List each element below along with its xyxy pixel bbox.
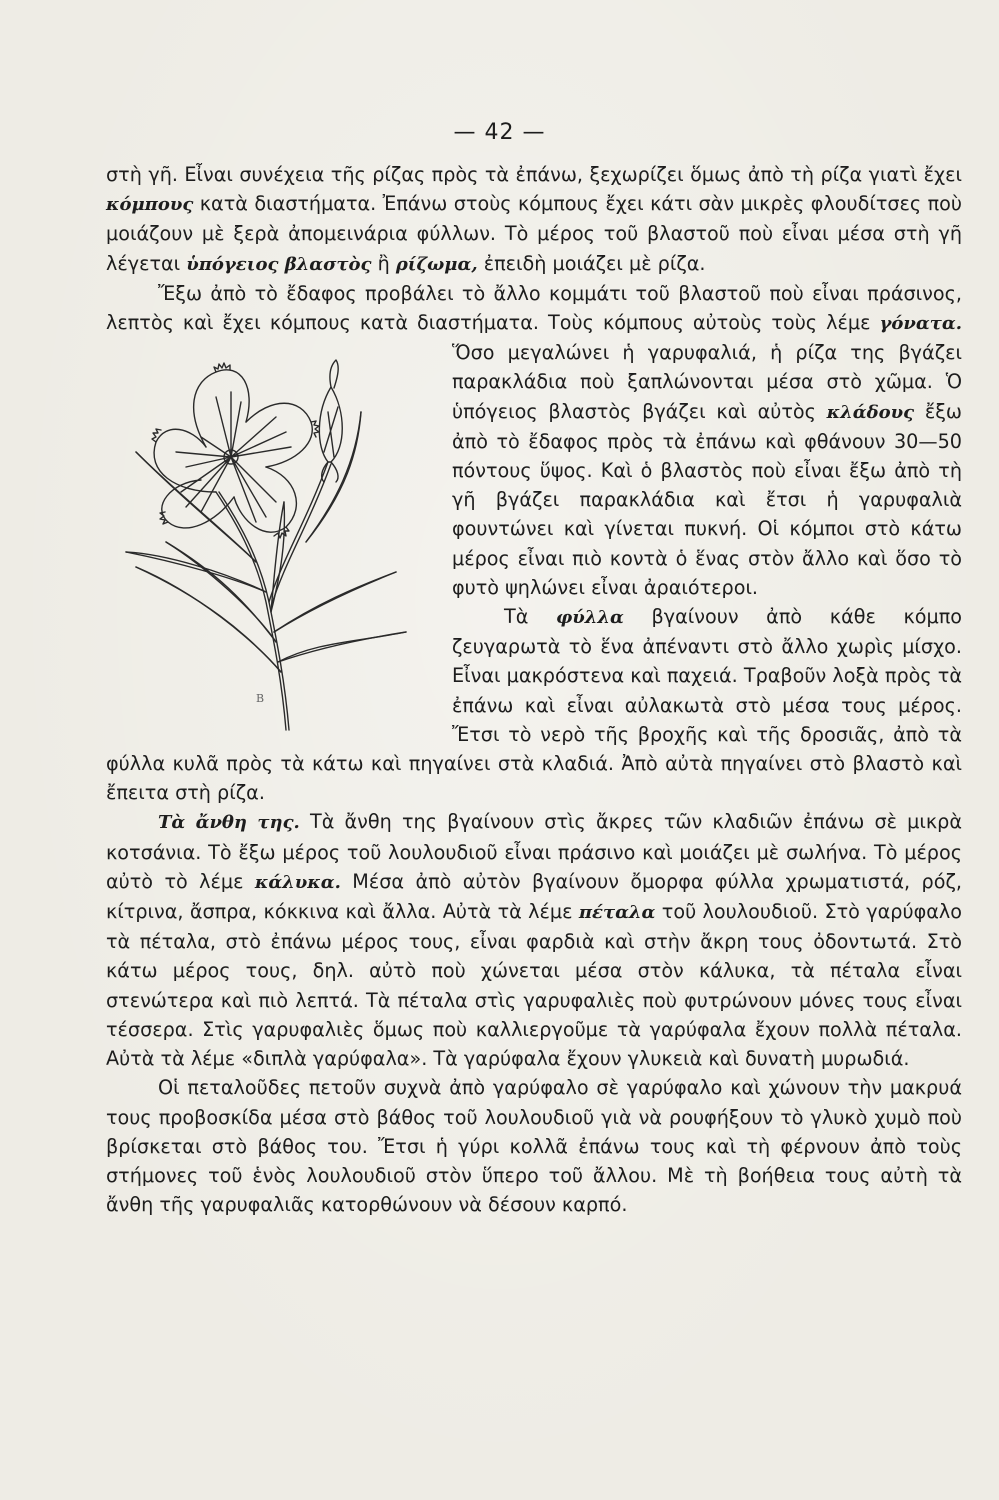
text-run: ἐπειδὴ μοιάζει μὲ ρίζα. bbox=[477, 251, 706, 275]
text-run: Οἱ πεταλοῦδες πετοῦν συχνὰ ἀπὸ γαρύφαλο σὲ γαρύφαλο καὶ χώνουν τὴν μακρυά τους προβοσκίδα μέσα στὸ βάθος τοῦ λουλουδιοῦ γιὰ νὰ ρουφήξουν τὸ γλυκὸ χυμὸ ποὺ βρίσκεται στὸ βάθος του. Ἔτσι ἡ γύρι κολλᾶ ἐπάνω τους καὶ τὴ φέρνουν ἀπὸ τοὺς στήμονες τοῦ ἑνὸς λουλουδιοῦ στὸν ὕπερο τοῦ ἄλλου. Μὲ τὴ βοήθεια τους αὐτὴ τὰ ἄνθη τῆς γαρυφαλιᾶς κατορθώνουν νὰ δέσουν καρπό. bbox=[106, 1076, 962, 1217]
term-petala: πέταλα bbox=[578, 902, 656, 924]
term-gonata: γόνατα. bbox=[879, 313, 962, 335]
paragraph-5 bbox=[106, 1073, 962, 1219]
text-run: ἔξω ἀπὸ τὸ ἔδαφος πρὸς τὰ ἐπάνω καὶ φθάνουν 30—50 πόντους ὕψος. Καὶ ὁ βλαστὸς ποὺ εἶναι ἔξω ἀπὸ τὴ γῆ βγάζει παρακλάδια καὶ ἔτσι ἡ γαρυφαλιὰ φουντώνει καὶ γίνεται πυκνή. Οἱ κόμποι στὸ κάτω μέρος εἶναι πιὸ κοντὰ ὁ ἕνας στὸν ἄλλο καὶ ὅσο τὸ φυτὸ ψηλώνει εἶναι ἀραιότεροι. bbox=[452, 399, 962, 599]
term-kompoi: κόμπους bbox=[106, 194, 194, 216]
term-kalyka: κάλυκα. bbox=[254, 871, 341, 893]
text-run: στὴ γῆ. Εἶναι συνέχεια τῆς ρίζας πρὸς τὰ ἐπάνω, ξεχωρίζει ὅμως ἀπὸ τὴ ρίζα γιατὶ ἔχει bbox=[106, 163, 962, 186]
text-run: ἢ bbox=[371, 251, 396, 275]
text-run: Μέσα ἀπὸ αὐτὸν βγαίνουν ὄμορφα φύλλα χρωματιστά, ρόζ, κίτρινα, ἄσπρα, κόκκινα καὶ ἄλλα. Αὐτὰ τὰ λέμε bbox=[106, 869, 962, 924]
text-run: βγαίνουν ἀπὸ κάθε κόμπο ζευγαρωτὰ τὸ ἕνα ἀπέναντι στὸ ἄλλο χωρὶς μίσχο. Εἶναι μακρόστενα καὶ παχειά. Τραβοῦν λοξὰ πρὸς τὰ ἐπάνω καὶ εἶναι αὐλακωτὰ στὸ μέσα τους μέρος. Ἔτσι τὸ νερὸ τῆς βροχῆς καὶ τῆς δροσιᾶς, ἀπὸ τὰ φύλλα κυλᾶ πρὸς τὰ κάτω καὶ πηγαίνει στὰ κλαδιά. Ἀπὸ αὐτὰ πηγαίνει στὸ βλαστὸ καὶ ἔπειτα στὴ ρίζα. bbox=[106, 605, 963, 805]
page-number: — 42 — bbox=[453, 120, 546, 145]
paragraph-4 bbox=[106, 807, 962, 1073]
paragraph-1 bbox=[106, 160, 962, 279]
text-run: Ἔξω ἀπὸ τὸ ἔδαφος προβάλει τὸ ἄλλο κομμάτι τοῦ βλαστοῦ ποὺ εἶναι πράσινος, λεπτὸς καὶ ἔχει κόμπους κατὰ διαστήματα. Τοὺς κόμπους αὐτοὺς τοὺς λέμε bbox=[106, 281, 962, 335]
text-run: κατὰ διαστήματα. Ἐπάνω στοὺς κόμπους ἔχει κάτι σὰν μικρὲς φλουδίτσες ποὺ μοιάζουν μὲ ξερὰ ἀπομεινάρια φύλλων. Τὸ μέρος τοῦ βλαστοῦ ποὺ εἶναι μέσα στὴ γῆ λέγεται bbox=[106, 192, 962, 275]
carnation-drawing bbox=[106, 342, 436, 732]
text-run: τοῦ λουλουδιοῦ. Στὸ γαρύφαλο τὰ πέταλα, στὸ ἐπάνω μέρος τους, εἶναι φαρδιὰ καὶ στὴν ἄκρη τους ὀδοντωτά. Στὸ κάτω μέρος τους, δηλ. αὐτὸ ποὺ χώνεται μέσα στὸν κάλυκα, τὰ πέταλα εἶναι στενώτερα καὶ πιὸ λεπτά. Τὰ πέταλα στὶς γαρυφαλιὲς ποὺ φυτρώνουν μόνες τους εἶναι τέσσερα. Στὶς γαρυφαλιὲς ὅμως ποὺ καλλιεργοῦμε τὰ γαρύφαλα ἔχουν πολλὰ πέταλα. Αὐτὰ τὰ λέμε «διπλὰ γαρύφαλα». Τὰ γαρύφαλα ἔχουν γλυκειὰ καὶ δυνατὴ μυρωδιά. bbox=[106, 900, 962, 1071]
term-kladous: κλάδους bbox=[826, 401, 915, 423]
carnation-illustration bbox=[106, 342, 436, 732]
term-anthi: Τὰ ἄνθη της. bbox=[158, 812, 300, 834]
text-run: Τὰ ἄνθη της βγαίνουν στὶς ἄκρες τῶν κλαδιῶν ἐπάνω σὲ μικρὰ κοτσάνια. Τὸ ἔξω μέρος τοῦ λουλουδιοῦ εἶναι πράσινο καὶ μοιάζει μὲ σωλήνα. Τὸ μέρος αὐτὸ τὸ λέμε bbox=[106, 810, 962, 893]
text-run: Τὰ bbox=[504, 605, 557, 629]
term-fylla: φύλλα bbox=[556, 607, 624, 629]
text-run: Ὅσο μεγαλώνει ἡ γαρυφαλιά, ἡ ρίζα της βγάζει παρακλάδια ποὺ ξαπλώνονται μέσα στὸ χῶμα. Ὁ ὑπόγειος βλαστὸς βγάζει καὶ αὐτὸς bbox=[452, 341, 962, 423]
figure-mark: B bbox=[256, 692, 265, 706]
term-ypogeios-vlastos: ὑπόγειος βλαστὸς bbox=[186, 253, 372, 275]
term-rizoma: ρίζωμα, bbox=[395, 253, 478, 275]
body-text bbox=[106, 160, 962, 1219]
